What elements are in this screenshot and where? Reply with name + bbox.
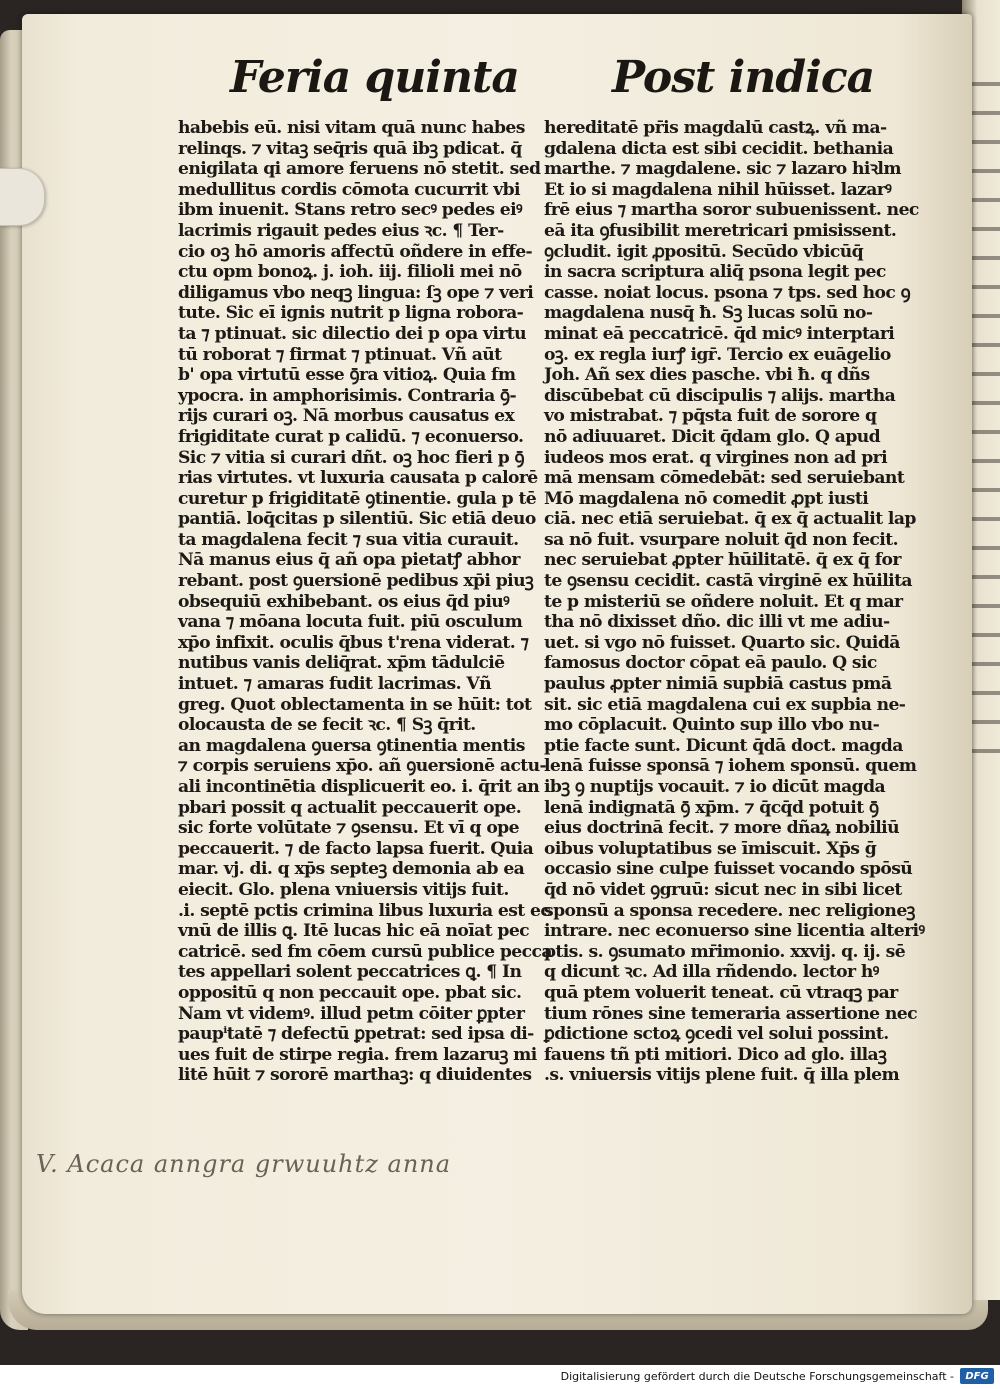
footer-credit: Digitalisierung gefördert durch die Deutsche Forschungsgemeinschaft - bbox=[560, 1370, 954, 1383]
text-line: catricē. sed fm cōem cursū publice pecca bbox=[178, 941, 552, 962]
text-line: lenā fuisse sponsā ⁊ iohem sponsū. quem bbox=[544, 756, 917, 777]
text-line: Mō magdalena nō comedit ꝓpt iusti bbox=[544, 488, 869, 509]
text-line: rias virtutes. vt luxuria causata p calorē bbox=[178, 468, 538, 489]
text-line: intrare. nec econuerso sine licentia alteriꝰ bbox=[544, 921, 925, 942]
text-line: fauens tñ pti mitiori. Dico ad glo. illaꝫ bbox=[544, 1044, 887, 1065]
next-page-text-bleed bbox=[968, 60, 1000, 760]
text-line: occasio sine culpe fuisset vocando spōsū bbox=[544, 859, 913, 880]
header-right-title: Post indica bbox=[612, 52, 875, 103]
text-line: q dicunt ꝛc. Ad illa rñdendo. lector hꝰ bbox=[544, 962, 879, 983]
text-line: enigilata qi amore feruens nō stetit. sed bbox=[178, 159, 541, 180]
text-line: mo cōplacuit. Quinto sup illo vbo nu- bbox=[544, 715, 880, 736]
text-line: vo mistrabat. ⁊ pq̄sta fuit de sorore q bbox=[544, 406, 877, 427]
text-line: mā mensam cōmedebāt: sed seruiebant bbox=[544, 468, 905, 489]
text-line: sponsū a sponsa recedere. nec religioneꝫ bbox=[544, 900, 915, 921]
page-clip bbox=[0, 168, 45, 226]
dfg-logo: DFG bbox=[960, 1368, 994, 1384]
text-line: xp̄o infixit. oculis q̄bus t'rena viderat. ⁊ bbox=[178, 632, 529, 653]
text-line: b' opa virtutū esse ꝯ̄ra vitioꝝ. Quia fm bbox=[178, 365, 516, 386]
text-line: minat eā peccatricē. q̄d micꝰ interptari bbox=[544, 323, 895, 344]
left-text-column bbox=[178, 118, 552, 1086]
text-line: ibꝫ ꝯ nuptijs vocauit. ⁊ io dicūt magda bbox=[544, 777, 886, 797]
text-line: paupⁱtatē ⁊ defectū ꝑpetrat: sed ipsa di- bbox=[178, 1024, 534, 1045]
text-line: oibus voluptatibus se īmiscuit. Xp̄s ḡ bbox=[544, 838, 877, 859]
text-line: nutibus vanis deliq̄rat. xp̄m tādulciē bbox=[178, 653, 505, 674]
text-line: frigiditate curat p calidū. ⁊ econuerso. bbox=[178, 426, 524, 447]
text-line: pbari possit q actualit peccauerit ope. bbox=[178, 797, 522, 818]
text-line: tes appellari solent peccatrices ꝗ. ¶ In bbox=[178, 962, 522, 983]
text-line: ctu opm bonoꝝ. j. ioh. iij. filioli mei nō bbox=[178, 262, 522, 283]
text-line: in sacra scriptura aliq̄ psona legit pec bbox=[544, 262, 886, 283]
text-line: frē eius ⁊ martha soror subuenissent. nec bbox=[544, 200, 919, 221]
text-line: peccauerit. ⁊ de facto lapsa fuerit. Quia bbox=[178, 838, 534, 859]
text-line: te p misteriū se oñdere noluit. Et q mar bbox=[544, 591, 903, 612]
text-line: marthe. ⁊ magdalene. sic ⁊ lazaro hiꝛlm bbox=[544, 159, 901, 180]
footer-bar bbox=[0, 1365, 1000, 1389]
text-line: obsequiū exhibebant. os eius q̄d piuꝰ bbox=[178, 591, 510, 612]
text-line: sic forte volūtate ⁊ ꝯsensu. Et vī q ope bbox=[178, 818, 519, 839]
text-line: curetur p frigiditatē ꝯtinentie. gula p tē bbox=[178, 488, 537, 509]
text-line: ta magdalena fecit ⁊ sua vitia curauit. bbox=[178, 529, 519, 550]
text-line: casse. noiat locus. psona ⁊ tps. sed hoc ꝯ bbox=[544, 282, 911, 303]
text-line: famosus doctor cōpat eā paulo. Q sic bbox=[544, 653, 877, 674]
text-line: rebant. post ꝯuersionē pedibus xp̄i piuꝫ bbox=[178, 571, 534, 592]
text-line: ⁊ corpis seruiens xp̄o. añ ꝯuersionē actu- bbox=[178, 756, 547, 777]
text-line: olocausta de se fecit ꝛc. ¶ Sꝫ q̄rit. bbox=[178, 715, 476, 736]
text-line: ibm inuenit. Stans retro secꝰ pedes eiꝰ bbox=[178, 200, 523, 221]
text-line: nec seruiebat ꝓpter hūilitatē. q̄ ex q̄ for bbox=[544, 550, 901, 571]
text-line: eius doctrinā fecit. ⁊ more dñaꝝ nobiliū bbox=[544, 818, 900, 839]
text-line: ta ⁊ ptinuat. sic dilectio dei p opa virtu bbox=[178, 323, 527, 344]
text-line: hereditatē pr̄is magdalū castꝝ. vñ ma- bbox=[544, 118, 887, 138]
text-line: sa nō fuit. vsurpare noluit q̄d non fecit. bbox=[544, 529, 898, 550]
text-line: greg. Quot oblectamenta in se hūit: tot bbox=[178, 694, 532, 715]
text-line: gdalena dicta est sibi cecidit. bethania bbox=[544, 138, 894, 159]
text-line: quā ptem voluerit teneat. cū vtraqꝫ par bbox=[544, 982, 898, 1003]
text-line: Joh. Añ sex dies pasche. vbi ħ. q dñs bbox=[544, 365, 870, 386]
text-line: pantiā. loq̄citas p silentiū. Sic etiā deuo bbox=[178, 509, 536, 530]
text-line: tute. Sic eī ignis nutrit p ligna robora- bbox=[178, 303, 524, 324]
text-line: iudeos mos erat. q virgines non ad pri bbox=[544, 447, 888, 468]
text-line: Nā manus eius q̄ añ opa pietatꝭ abhor bbox=[178, 550, 520, 571]
handwritten-note: V. Acaca anngra grwuuhtz anna bbox=[36, 1150, 452, 1178]
text-line: lenā indignatā ꝯ̄ xp̄m. ⁊ q̄cq̄d potuit ꝯ̄ bbox=[544, 797, 879, 818]
text-line: relinqs. ⁊ vitaꝫ seq̄ris quā ibꝫ pdicat. q̄ bbox=[178, 138, 522, 159]
text-line: an magdalena ꝯuersa ꝯtinentia mentis bbox=[178, 735, 525, 756]
running-header bbox=[0, 52, 1000, 112]
right-text-column bbox=[544, 118, 925, 1086]
text-line: paulus ꝓpter nimiā supbiā castus pmā bbox=[544, 674, 892, 695]
text-line: medullitus cordis cōmota cucurrit vbi bbox=[178, 179, 520, 200]
text-line: oꝫ. ex regla iurꝭ igr̄. Tercio ex euāgelio bbox=[544, 344, 891, 365]
text-line: oppositū q non peccauit ope. pbat sic. bbox=[178, 982, 522, 1003]
text-line: .i. septē pctis crimina libus luxuria est ec bbox=[178, 900, 551, 921]
text-line: diligamus vbo neqꝫ lingua: ſꝫ ope ⁊ veri bbox=[178, 282, 534, 303]
text-line: cio oꝫ hō amoris affectū oñdere in effe- bbox=[178, 241, 533, 262]
text-line: discūbebat cū discipulis ⁊ alijs. martha bbox=[544, 385, 896, 406]
text-line: eā ita ꝯfusibilit meretricari pmisissent. bbox=[544, 220, 897, 241]
text-line: tha nō dixisset dño. dic illi vt me adiu- bbox=[544, 612, 890, 633]
text-line: Nam vt videmꝰ. illud petm cōiter ꝑpter bbox=[178, 1003, 525, 1024]
text-line: Sic ⁊ vitia si curari dñt. oꝫ hoc fieri p ꝯ̄ bbox=[178, 447, 524, 468]
text-line: rijs curari oꝫ. Nā morbus causatus ex bbox=[178, 406, 515, 427]
text-line: te ꝯsensu cecidit. castā virginē ex hūilita bbox=[544, 571, 912, 592]
text-line: Et io si magdalena nihil hūisset. lazarꝰ bbox=[544, 179, 892, 200]
header-left-title: Feria quinta bbox=[230, 52, 519, 103]
text-line: lacrimis rigauit pedes eius ꝛc. ¶ Ter- bbox=[178, 220, 504, 241]
text-line: ypocra. in amphorisimis. Contraria ꝯ̄- bbox=[178, 385, 517, 406]
text-line: uet. si vgo nō fuisset. Quarto sic. Quidā bbox=[544, 632, 900, 653]
text-line: q̄d nō videt ꝯgruū: sicut nec in sibi licet bbox=[544, 879, 902, 900]
text-line: tium rōnes sine temeraria assertione nec bbox=[544, 1003, 917, 1024]
text-line: vnū de illis ꝗ. Itē lucas hic eā noīat pec bbox=[178, 921, 530, 942]
text-line: mar. vj. di. q xp̄s septeꝫ demonia ab ea bbox=[178, 859, 525, 880]
text-line: ptis. s. ꝯsumato mr̄imonio. xxvij. q. ij. sē bbox=[544, 941, 906, 962]
text-line: sit. sic etiā magdalena cui ex supbia ne- bbox=[544, 694, 906, 715]
text-line: nō adiuuaret. Dicit q̄dam glo. Q apud bbox=[544, 426, 881, 447]
text-line: vana ⁊ mōana locuta fuit. piū osculum bbox=[178, 612, 523, 633]
text-line: ali incontinētia displicuerit eo. i. q̄rit an bbox=[178, 777, 540, 797]
text-line: tū roborat ⁊ firmat ⁊ ptinuat. Vñ aūt bbox=[178, 344, 502, 365]
text-line: litē hūit ⁊ sororē marthaꝫ: q diuidentes bbox=[178, 1065, 532, 1086]
text-line: ues fuit de stirpe regia. frem lazaruꝫ mi bbox=[178, 1044, 537, 1065]
text-line: .s. vniuersis vitijs plene fuit. q̄ illa plem bbox=[544, 1065, 900, 1086]
text-line: magdalena nusq̄ ħ. Sꝫ lucas solū no- bbox=[544, 303, 873, 324]
text-line: habebis eū. nisi vitam quā nunc habes bbox=[178, 118, 525, 138]
text-line: ꝯcludit. igit ꝓpositū. Secūdo vbicūq̄ bbox=[544, 241, 864, 262]
text-line: ptie facte sunt. Dicunt q̄dā doct. magda bbox=[544, 735, 903, 756]
text-line: eiecit. Glo. plena vniuersis vitijs fuit. bbox=[178, 879, 509, 900]
text-line: ꝑdictione sctoꝝ ꝯcedi vel solui possint. bbox=[544, 1024, 889, 1045]
text-line: ciā. nec etiā seruiebat. q̄ ex q̄ actualit lap bbox=[544, 509, 916, 530]
text-line: intuet. ⁊ amaras fudit lacrimas. Vñ bbox=[178, 674, 492, 695]
